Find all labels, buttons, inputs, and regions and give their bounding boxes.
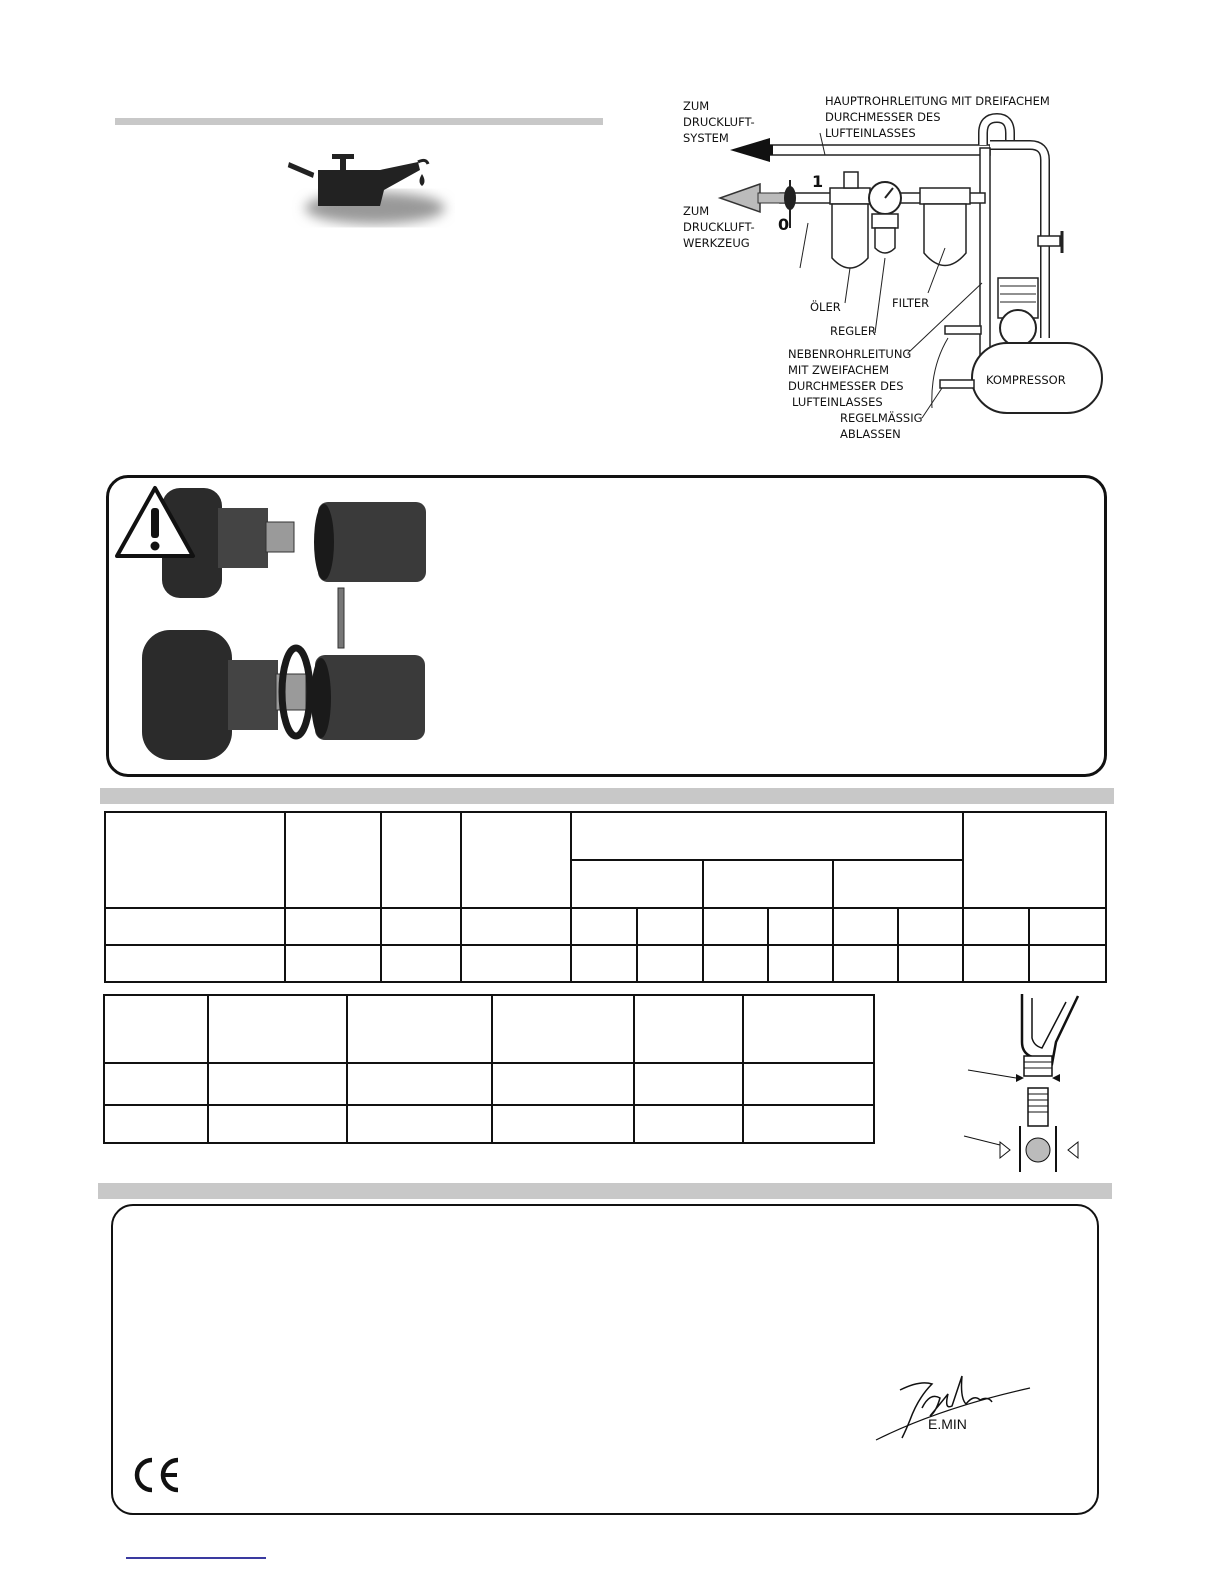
spec2-cell (347, 995, 492, 1063)
label-branch-pipe-3: DURCHMESSER DES (788, 379, 904, 393)
spec-header-cell (963, 812, 1106, 908)
label-drain-2: ABLASSEN (840, 427, 901, 441)
spec-cell (898, 945, 963, 982)
label-to-tool-1: ZUM (683, 204, 710, 218)
label-valve-on: 1 (812, 172, 824, 191)
spec2-cell (634, 1105, 744, 1143)
label-to-system-1: ZUM (683, 99, 710, 113)
label-oiler: ÖLER (810, 300, 841, 314)
label-regulator: REGLER (830, 324, 876, 338)
spec-cell (571, 908, 637, 945)
spec-header-cell (571, 812, 963, 860)
spec-cell (571, 945, 637, 982)
spec2-cell (104, 1105, 208, 1143)
spec-cell (105, 908, 285, 945)
label-filter: FILTER (892, 296, 930, 310)
spec2-cell (208, 995, 348, 1063)
spec2-cell (634, 995, 744, 1063)
spec2-cell (492, 995, 634, 1063)
spec2-cell (347, 1105, 492, 1143)
label-valve-off: 0 (778, 215, 790, 234)
hose-fitting-sketch (960, 990, 1090, 1175)
spec-unit-row (105, 908, 1106, 945)
spec-header-cell (703, 860, 833, 908)
spec2-cell (743, 1105, 874, 1143)
spec2-cell (492, 1063, 634, 1105)
spec-cell (637, 945, 703, 982)
spec-cell (833, 945, 898, 982)
label-drain-1: REGELMÄSSIG (840, 411, 923, 425)
spec2-cell (743, 1063, 874, 1105)
spec-header-cell (285, 812, 381, 908)
spec2-cell (208, 1063, 348, 1105)
label-main-pipe-2: DURCHMESSER DES (825, 110, 941, 124)
spec-cell (285, 908, 381, 945)
spec-table-main (104, 811, 1107, 983)
spec-cell (1029, 945, 1106, 982)
spec-cell (833, 908, 898, 945)
spec-header-cell (461, 812, 571, 908)
spec-header-cell (381, 812, 461, 908)
signature-image (870, 1368, 1040, 1448)
spec-cell (963, 908, 1029, 945)
spec-header-cell (105, 812, 285, 908)
spec-cell (768, 908, 833, 945)
label-compressor: KOMPRESSOR (986, 373, 1066, 387)
spec-cell (381, 945, 461, 982)
spec-table-secondary (103, 994, 875, 1144)
label-branch-pipe-4: LUFTEINLASSES (792, 395, 883, 409)
spec2-header-row (104, 995, 874, 1063)
spec2-cell (104, 995, 208, 1063)
section-rule-top (115, 118, 603, 125)
label-main-pipe-3: LUFTEINLASSES (825, 126, 916, 140)
spec-value-row (105, 945, 1106, 982)
label-main-pipe-1: HAUPTROHRLEITUNG MIT DREIFACHEM (825, 94, 1050, 108)
oil-can-icon (280, 148, 455, 228)
spec-cell (963, 945, 1029, 982)
ce-mark-icon (132, 1456, 184, 1494)
spec-header-cell (833, 860, 963, 908)
spec-cell (703, 945, 768, 982)
spec-cell (105, 945, 285, 982)
footer-link-underline[interactable] (126, 1557, 266, 1559)
label-to-tool-3: WERKZEUG (683, 236, 750, 250)
label-branch-pipe-1: NEBENROHRLEITUNG (788, 347, 912, 361)
spec-cell (381, 908, 461, 945)
spec2-cell (743, 995, 874, 1063)
section-rule-specs (100, 788, 1114, 804)
label-to-system-2: DRUCKLUFT- (683, 115, 755, 129)
spec-cell (637, 908, 703, 945)
signature-name: E.MIN (928, 1416, 967, 1432)
spec2-cell (347, 1063, 492, 1105)
label-branch-pipe-2: MIT ZWEIFACHEM (788, 363, 889, 377)
warning-triangle-icon (113, 484, 197, 560)
spec-cell (461, 908, 571, 945)
spec2-cell (104, 1063, 208, 1105)
spec-cell (703, 908, 768, 945)
spec-header-cell (571, 860, 703, 908)
declaration-panel (111, 1204, 1099, 1515)
spec-header-row-1 (105, 812, 1106, 860)
label-to-tool-2: DRUCKLUFT- (683, 220, 755, 234)
spec-cell (898, 908, 963, 945)
spec2-row (104, 1063, 874, 1105)
spec2-cell (492, 1105, 634, 1143)
spec2-row (104, 1105, 874, 1143)
spec-cell (285, 945, 381, 982)
spec-cell (461, 945, 571, 982)
air-system-diagram (660, 88, 1120, 453)
spec2-cell (634, 1063, 744, 1105)
section-rule-declaration (98, 1183, 1112, 1199)
spec-cell (768, 945, 833, 982)
spec2-cell (208, 1105, 348, 1143)
label-to-system-3: SYSTEM (683, 131, 729, 145)
spec-cell (1029, 908, 1106, 945)
